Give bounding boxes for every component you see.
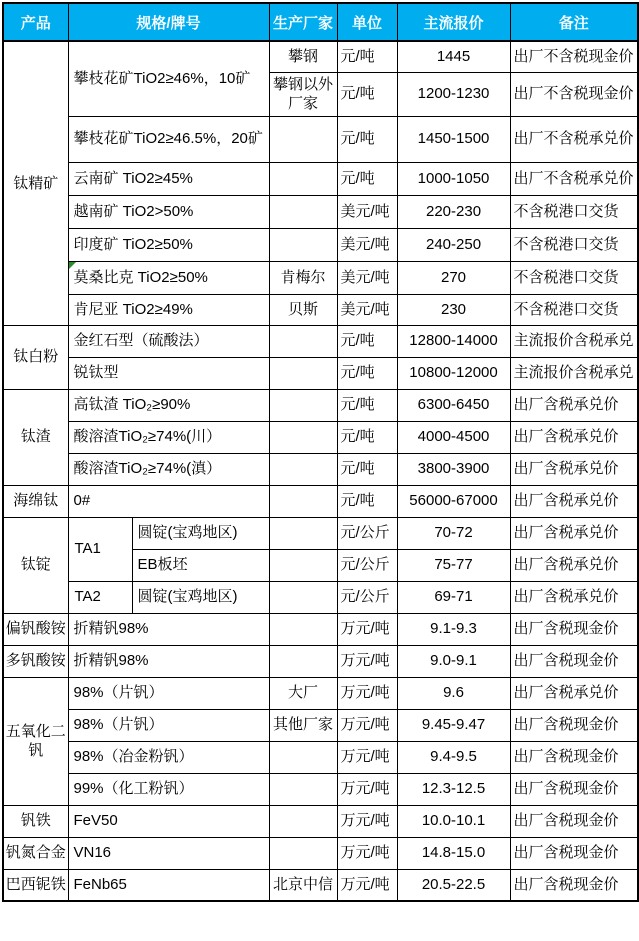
header-spec: 规格/牌号 <box>68 3 269 41</box>
cell-text: 9.45-9.47 <box>421 716 486 734</box>
note-cell <box>510 41 638 72</box>
price-cell <box>397 325 510 357</box>
manufacturer-cell <box>269 41 337 72</box>
cell-text: 高钛渣 TiO₂≥90% <box>73 396 191 414</box>
price-cell <box>397 837 510 869</box>
cell-text: 元/公斤 <box>340 588 390 606</box>
cell-text: 美元/吨 <box>340 300 390 318</box>
unit-cell <box>337 741 397 773</box>
manufacturer-cell <box>269 162 337 195</box>
cell-text: 攀钢 <box>288 48 319 65</box>
cell-text: 98%（片钒） <box>73 716 164 734</box>
cell-text: 出厂含税现金价 <box>513 652 619 670</box>
price-cell <box>397 517 510 549</box>
spec-cell <box>68 453 269 485</box>
cell-text: 钛精矿 <box>13 174 59 192</box>
cell-text: 出厂含税现金价 <box>513 812 619 830</box>
cell-text: 金红石型（硫酸法） <box>73 332 209 350</box>
cell-text: 万元/吨 <box>340 780 390 798</box>
price-cell <box>397 116 510 162</box>
cell-text: 万元/吨 <box>340 620 390 638</box>
cell-text: 12.3-12.5 <box>421 780 486 798</box>
cell-text: 不含税港口交货 <box>513 268 619 286</box>
spec-cell <box>68 116 269 162</box>
cell-text: 不含税港口交货 <box>513 235 619 253</box>
cell-text: 出厂含税现金价 <box>513 780 619 798</box>
spec-cell <box>68 837 269 869</box>
cell-text: 出厂不含税承兑价 <box>513 169 634 187</box>
cell-text: 1445 <box>436 48 471 65</box>
price-cell <box>397 294 510 325</box>
cell-text: 五氧化二钒 <box>5 722 66 759</box>
cell-text: 230 <box>441 300 467 318</box>
cell-text: 75-77 <box>434 556 473 574</box>
cell-text: 10800-12000 <box>409 364 498 382</box>
spec-cell <box>68 485 269 517</box>
table-row <box>3 261 638 294</box>
cell-text: 270 <box>441 268 467 286</box>
cell-text: 北京中信 <box>273 876 334 893</box>
cell-text: 出厂含税现金价 <box>513 716 619 734</box>
cell-text: 9.6 <box>443 684 464 702</box>
spec-cell <box>68 709 269 741</box>
note-cell <box>510 357 638 389</box>
cell-text: FeNb65 <box>73 876 127 893</box>
cell-text: 1000-1050 <box>417 169 490 187</box>
price-cell <box>397 162 510 195</box>
cell-text: 圆锭(宝鸡地区) <box>137 588 238 606</box>
table-row <box>3 41 638 72</box>
price-cell <box>397 228 510 261</box>
table-row <box>3 581 638 613</box>
cell-text: 元/公斤 <box>340 524 390 542</box>
table-row <box>3 325 638 357</box>
cell-text: 出厂不含税承兑价 <box>513 130 634 148</box>
cell-text: 9.4-9.5 <box>430 748 477 766</box>
cell-text: 锐钛型 <box>73 364 119 382</box>
unit-cell <box>337 41 397 72</box>
note-cell <box>510 549 638 581</box>
table-row <box>3 677 638 709</box>
cell-text: 元/吨 <box>340 130 375 148</box>
cell-text: 出厂含税现金价 <box>513 844 619 862</box>
cell-text: 不含税港口交货 <box>513 202 619 220</box>
cell-text: TA2 <box>74 588 101 606</box>
comment-marker-icon <box>69 262 76 269</box>
cell-text: 万元/吨 <box>340 844 390 862</box>
price-cell <box>397 41 510 72</box>
spec-cell <box>68 261 269 294</box>
table-row <box>3 485 638 517</box>
header-note: 备注 <box>510 3 638 41</box>
spec-cell <box>68 357 269 389</box>
cell-text: 出厂含税承兑价 <box>513 684 619 702</box>
cell-text: 肯尼亚 TiO2≥49% <box>73 300 193 318</box>
product-cell <box>3 389 68 485</box>
product-cell <box>3 613 68 645</box>
note-cell <box>510 195 638 228</box>
manufacturer-cell <box>269 261 337 294</box>
unit-cell <box>337 485 397 517</box>
cell-text: 万元/吨 <box>340 812 390 830</box>
cell-text: 万元/吨 <box>340 748 390 766</box>
cell-text: 出厂含税现金价 <box>513 620 619 638</box>
manufacturer-cell <box>269 773 337 805</box>
note-cell <box>510 485 638 517</box>
cell-text: 出厂含税承兑价 <box>513 492 619 510</box>
spec-cell <box>68 869 269 901</box>
table-row <box>3 421 638 453</box>
spec-cell <box>68 741 269 773</box>
cell-text: 钛白粉 <box>13 348 59 366</box>
table-row <box>3 195 638 228</box>
cell-text: 攀枝花矿TiO2≥46.5%，20矿 <box>73 130 263 148</box>
price-cell <box>397 453 510 485</box>
manufacturer-cell <box>269 228 337 261</box>
cell-text: 1200-1230 <box>417 85 490 103</box>
manufacturer-cell <box>269 549 337 581</box>
manufacturer-cell <box>269 195 337 228</box>
cell-text: 元/吨 <box>340 428 375 446</box>
cell-text: 99%（化工粉钒） <box>73 780 194 798</box>
price-cell <box>397 485 510 517</box>
cell-text: 3800-3900 <box>417 460 490 478</box>
price-cell <box>397 741 510 773</box>
cell-text: 万元/吨 <box>340 876 390 893</box>
note-cell <box>510 645 638 677</box>
cell-text: 钒铁 <box>20 812 51 830</box>
cell-text: 偏钒酸铵 <box>5 620 66 638</box>
unit-cell <box>337 613 397 645</box>
price-cell <box>397 549 510 581</box>
cell-text: 元/吨 <box>340 332 375 350</box>
note-cell <box>510 162 638 195</box>
table-row <box>3 228 638 261</box>
cell-text: 出厂含税承兑价 <box>513 524 619 542</box>
cell-text: VN16 <box>73 844 112 862</box>
manufacturer-cell <box>269 72 337 116</box>
unit-cell <box>337 389 397 421</box>
cell-text: 钛渣 <box>20 428 51 446</box>
manufacturer-cell <box>269 325 337 357</box>
cell-text: 56000-67000 <box>409 492 498 510</box>
unit-cell <box>337 581 397 613</box>
table-row <box>3 389 638 421</box>
note-cell <box>510 805 638 837</box>
product-cell <box>3 41 68 325</box>
product-cell <box>3 485 68 517</box>
spec-cell <box>68 325 269 357</box>
price-cell <box>397 357 510 389</box>
cell-text: 元/吨 <box>340 85 375 103</box>
cell-text: 98%（冶金粉钒） <box>73 748 194 766</box>
cell-text: 出厂不含税现金价 <box>513 48 634 65</box>
cell-text: 莫桑比克 TiO2≥50% <box>73 268 208 286</box>
unit-cell <box>337 294 397 325</box>
note-cell <box>510 72 638 116</box>
spec-cell <box>68 389 269 421</box>
cell-text: 海绵钛 <box>13 492 59 510</box>
table-row <box>3 357 638 389</box>
product-cell <box>3 869 68 901</box>
table-row <box>3 869 638 901</box>
spec-cell <box>68 805 269 837</box>
cell-text: 万元/吨 <box>340 716 390 734</box>
cell-text: 元/吨 <box>340 169 375 187</box>
cell-text: 出厂含税现金价 <box>513 876 619 893</box>
product-cell <box>3 645 68 677</box>
price-cell <box>397 613 510 645</box>
table-row <box>3 741 638 773</box>
cell-text: TA1 <box>74 540 101 558</box>
cell-text: 万元/吨 <box>340 684 390 702</box>
price-cell <box>397 261 510 294</box>
note-cell <box>510 677 638 709</box>
price-cell <box>397 389 510 421</box>
unit-cell <box>337 261 397 294</box>
cell-text: 14.8-15.0 <box>421 844 486 862</box>
cell-text: 70-72 <box>434 524 473 542</box>
manufacturer-cell <box>269 645 337 677</box>
unit-cell <box>337 645 397 677</box>
cell-text: 9.1-9.3 <box>430 620 477 638</box>
unit-cell <box>337 709 397 741</box>
cell-text: 出厂含税承兑价 <box>513 428 619 446</box>
price-table <box>2 2 639 902</box>
cell-text: 元/公斤 <box>340 556 390 574</box>
price-cell <box>397 421 510 453</box>
cell-text: 折精钒98% <box>73 620 149 638</box>
form-cell <box>132 581 269 613</box>
cell-text: 240-250 <box>425 235 482 253</box>
manufacturer-cell <box>269 389 337 421</box>
note-cell <box>510 421 638 453</box>
table-row <box>3 837 638 869</box>
cell-text: 出厂含税承兑价 <box>513 588 619 606</box>
cell-text: 万元/吨 <box>340 652 390 670</box>
note-cell <box>510 325 638 357</box>
cell-text: 98%（片钒） <box>73 684 164 702</box>
note-cell <box>510 741 638 773</box>
note-cell <box>510 116 638 162</box>
price-cell <box>397 195 510 228</box>
note-cell <box>510 294 638 325</box>
cell-text: 出厂含税承兑价 <box>513 556 619 574</box>
unit-cell <box>337 325 397 357</box>
manufacturer-cell <box>269 677 337 709</box>
cell-text: 主流报价含税承兑 <box>513 332 634 350</box>
cell-text: 6300-6450 <box>417 396 490 414</box>
table-row <box>3 294 638 325</box>
spec-cell <box>68 645 269 677</box>
cell-text: 肯梅尔 <box>280 268 326 286</box>
table-row <box>3 613 638 645</box>
cell-text: 元/吨 <box>340 396 375 414</box>
price-cell <box>397 677 510 709</box>
table-row <box>3 517 638 549</box>
cell-text: 出厂不含税现金价 <box>513 85 634 103</box>
cell-text: 10.0-10.1 <box>421 812 486 830</box>
price-cell <box>397 869 510 901</box>
cell-text: 酸溶渣TiO₂≥74%(川） <box>73 428 222 446</box>
cell-text: 美元/吨 <box>340 268 390 286</box>
unit-cell <box>337 195 397 228</box>
manufacturer-cell <box>269 453 337 485</box>
product-cell <box>3 805 68 837</box>
note-cell <box>510 613 638 645</box>
unit-cell <box>337 228 397 261</box>
cell-text: 攀枝花矿TiO2≥46%，10矿 <box>73 70 251 87</box>
note-cell <box>510 228 638 261</box>
form-cell <box>132 517 269 549</box>
cell-text: FeV50 <box>73 812 118 830</box>
manufacturer-cell <box>269 581 337 613</box>
cell-text: 元/吨 <box>340 48 375 65</box>
form-cell <box>132 549 269 581</box>
unit-cell <box>337 162 397 195</box>
product-cell <box>3 677 68 805</box>
cell-text: 酸溶渣TiO₂≥74%(滇） <box>73 460 222 478</box>
cell-text: 1450-1500 <box>417 130 490 148</box>
grade-cell <box>68 517 132 581</box>
note-cell <box>510 517 638 549</box>
cell-text: 贝斯 <box>288 300 319 318</box>
product-cell <box>3 837 68 869</box>
header-price: 主流报价 <box>397 3 510 41</box>
manufacturer-cell <box>269 116 337 162</box>
price-cell <box>397 645 510 677</box>
page <box>0 2 639 941</box>
cell-text: 折精钒98% <box>73 652 149 670</box>
note-cell <box>510 869 638 901</box>
note-cell <box>510 453 638 485</box>
unit-cell <box>337 517 397 549</box>
price-cell <box>397 773 510 805</box>
unit-cell <box>337 421 397 453</box>
cell-text: 元/吨 <box>340 460 375 478</box>
manufacturer-cell <box>269 869 337 901</box>
spec-cell <box>68 41 269 116</box>
cell-text: 印度矿 TiO2≥50% <box>73 235 193 253</box>
cell-text: 越南矿 TiO2>50% <box>73 202 194 220</box>
unit-cell <box>337 773 397 805</box>
note-cell <box>510 389 638 421</box>
manufacturer-cell <box>269 837 337 869</box>
unit-cell <box>337 837 397 869</box>
header-manufacturer: 生产厂家 <box>269 3 337 41</box>
cell-text: 大厂 <box>288 684 319 702</box>
manufacturer-cell <box>269 709 337 741</box>
header-row <box>3 3 638 41</box>
cell-text: 钒氮合金 <box>5 844 66 862</box>
manufacturer-cell <box>269 741 337 773</box>
cell-text: 12800-14000 <box>409 332 498 350</box>
cell-text: 巴西铌铁 <box>5 876 66 893</box>
header-product: 产品 <box>3 3 68 41</box>
cell-text: 69-71 <box>434 588 473 606</box>
table-row <box>3 709 638 741</box>
cell-text: 钛锭 <box>20 556 51 574</box>
price-cell <box>397 709 510 741</box>
cell-text: 攀钢以外厂家 <box>273 75 334 112</box>
cell-text: 主流报价含税承兑 <box>513 364 634 382</box>
price-cell <box>397 581 510 613</box>
cell-text: 圆锭(宝鸡地区) <box>137 524 238 542</box>
note-cell <box>510 261 638 294</box>
table-row <box>3 116 638 162</box>
spec-cell <box>68 228 269 261</box>
manufacturer-cell <box>269 421 337 453</box>
spec-cell <box>68 677 269 709</box>
unit-cell <box>337 72 397 116</box>
unit-cell <box>337 805 397 837</box>
cell-text: 9.0-9.1 <box>430 652 477 670</box>
product-cell <box>3 517 68 613</box>
spec-cell <box>68 294 269 325</box>
table-row <box>3 453 638 485</box>
cell-text: EB板坯 <box>137 556 188 574</box>
unit-cell <box>337 869 397 901</box>
manufacturer-cell <box>269 613 337 645</box>
cell-text: 元/吨 <box>340 492 375 510</box>
unit-cell <box>337 677 397 709</box>
note-cell <box>510 837 638 869</box>
cell-text: 220-230 <box>425 202 482 220</box>
price-cell <box>397 805 510 837</box>
cell-text: 出厂含税现金价 <box>513 748 619 766</box>
cell-text: 美元/吨 <box>340 202 390 220</box>
cell-text: 4000-4500 <box>417 428 490 446</box>
spec-cell <box>68 773 269 805</box>
cell-text: 出厂含税承兑价 <box>513 460 619 478</box>
spec-cell <box>68 162 269 195</box>
note-cell <box>510 709 638 741</box>
unit-cell <box>337 116 397 162</box>
cell-text: 云南矿 TiO2≥45% <box>73 169 193 187</box>
table-row <box>3 645 638 677</box>
table-row <box>3 162 638 195</box>
unit-cell <box>337 357 397 389</box>
cell-text: 美元/吨 <box>340 235 390 253</box>
header-unit: 单位 <box>337 3 397 41</box>
cell-text: 不含税港口交货 <box>513 300 619 318</box>
table-row <box>3 773 638 805</box>
note-cell <box>510 581 638 613</box>
product-cell <box>3 325 68 389</box>
unit-cell <box>337 549 397 581</box>
cell-text: 出厂含税承兑价 <box>513 396 619 414</box>
table-row <box>3 805 638 837</box>
spec-cell <box>68 613 269 645</box>
manufacturer-cell <box>269 357 337 389</box>
manufacturer-cell <box>269 294 337 325</box>
grade-cell <box>68 581 132 613</box>
price-cell <box>397 72 510 116</box>
cell-text: 0# <box>73 492 91 510</box>
unit-cell <box>337 453 397 485</box>
spec-cell <box>68 195 269 228</box>
spec-cell <box>68 421 269 453</box>
note-cell <box>510 773 638 805</box>
cell-text: 多钒酸铵 <box>5 652 66 670</box>
manufacturer-cell <box>269 805 337 837</box>
manufacturer-cell <box>269 517 337 549</box>
cell-text: 20.5-22.5 <box>421 876 486 893</box>
manufacturer-cell <box>269 485 337 517</box>
cell-text: 其他厂家 <box>273 716 334 734</box>
cell-text: 元/吨 <box>340 364 375 382</box>
